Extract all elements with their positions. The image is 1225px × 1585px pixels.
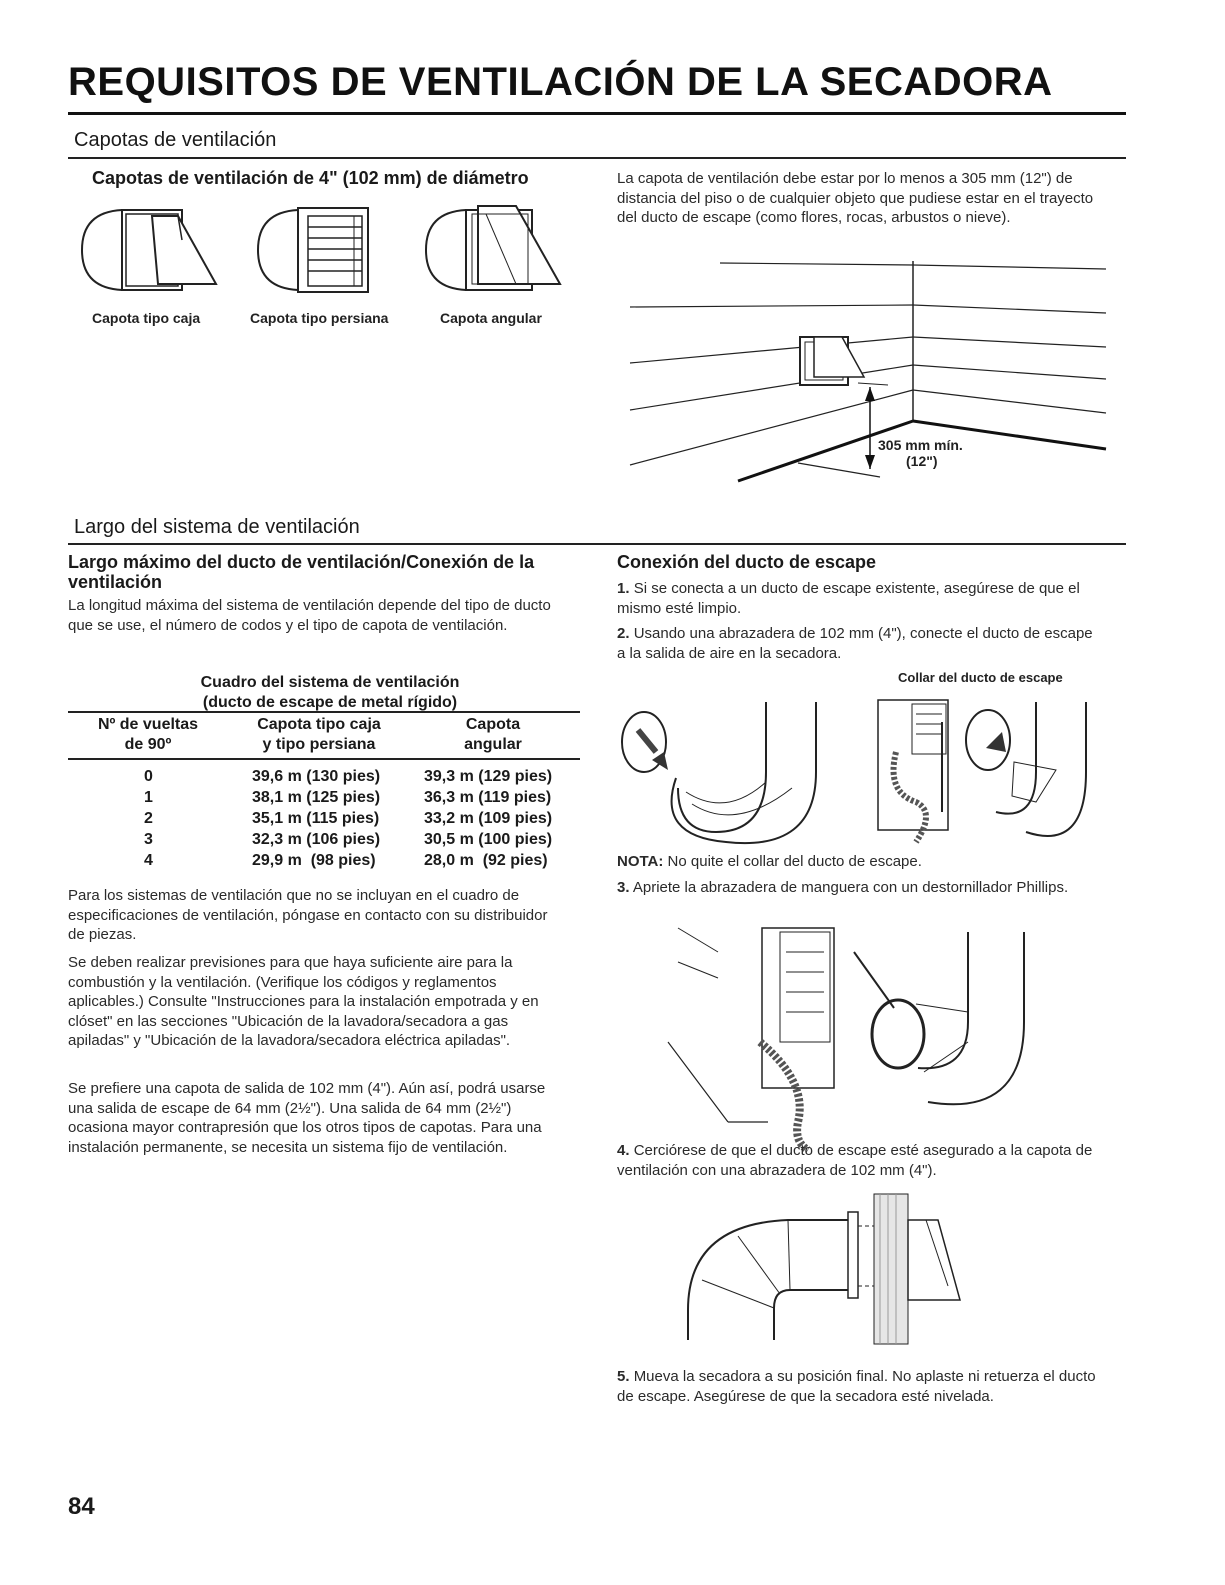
length-para-2: Se deben realizar previsiones para que haya suficiente aire para la combustión y la ventilación. (Verifique los códigos y reglamentos aplicables.) Consulte "Instrucciones para la instalación empotrada y en clóset" en las secciones "Ubicación de la lavadora/secadora a gas apiladas" y "Ubicación de la lavadora/secadora eléctrica apiladas". — [68, 954, 539, 1049]
hood-caption-box: Capota tipo caja — [92, 310, 201, 326]
table-header-turns — [78, 715, 218, 755]
table-cell-angular: 39,3 m (129 pies) — [424, 768, 553, 785]
hood-caption-angular: Capota angular — [440, 310, 542, 326]
hood-caption-louver: Capota tipo persiana — [250, 310, 389, 326]
clearance-label-mm: 305 mm mín. — [878, 437, 963, 453]
length-intro: La longitud máxima del sistema de ventilación depende del tipo de ducto que se use, el número de codos y el tipo de capota de ventilación. — [68, 597, 551, 634]
table-header-angular-line-2: angular — [464, 736, 522, 753]
step-3-text: Apriete la abrazadera de manguera con un destornillador Phillips. — [632, 879, 1069, 896]
table-header-turns-line-1: Nº de vueltas — [97, 716, 199, 733]
table-cell-box: 39,6 m (130 pies) — [252, 768, 381, 785]
angular-hood-illustration — [426, 200, 576, 300]
note-label: NOTA: — [617, 853, 664, 870]
step-2-number: 2. — [617, 625, 630, 642]
hoods-rule — [68, 157, 1126, 159]
length-heading: Largo del sistema de ventilación — [74, 516, 360, 538]
step-2 — [617, 624, 1097, 663]
table-row — [78, 850, 578, 871]
table-cell-turns: 3 — [144, 831, 153, 848]
step-1-number: 1. — [617, 580, 630, 597]
step-3-number: 3. — [617, 879, 630, 896]
table-cell-angular: 28,0 m (92 pies) — [424, 852, 548, 869]
title-rule — [68, 112, 1126, 115]
page-title: REQUISITOS DE VENTILACIÓN DE LA SECADORA — [68, 60, 1053, 104]
table-header-angular — [418, 715, 568, 755]
table-top-rule — [68, 711, 580, 713]
table-row — [78, 766, 578, 787]
collar-label: Collar del ducto de escape — [898, 670, 1063, 685]
step-4-number: 4. — [617, 1142, 630, 1159]
table-header-box-line-2: y tipo persiana — [262, 736, 376, 753]
table-cell-turns: 4 — [144, 852, 153, 869]
table-header-rule — [68, 758, 580, 760]
table-cell-turns: 2 — [144, 810, 153, 827]
table-row — [78, 829, 578, 850]
page-number: 84 — [68, 1493, 95, 1520]
table-cell-box: 35,1 m (115 pies) — [252, 810, 380, 827]
table-title-line-1: Cuadro del sistema de ventilación — [200, 674, 460, 691]
box-hood-illustration — [82, 200, 232, 300]
length-subheading: Largo máximo del ducto de ventilación/Conexión de la ventilación — [68, 552, 535, 592]
hoods-subheading: Capotas de ventilación de 4" (102 mm) de diámetro — [92, 168, 529, 188]
table-header-box-louver — [244, 715, 394, 755]
clearance-text: La capota de ventilación debe estar por lo menos a 305 mm (12") de distancia del piso o de cualquier objeto que pudiese estar en el trayecto del ducto de escape (como flores, rocas, arbustos o nieve). — [617, 170, 1094, 226]
table-body — [78, 766, 578, 871]
note-text: No quite el collar del ducto de escape. — [663, 853, 922, 870]
table-cell-turns: 0 — [144, 768, 153, 785]
table-cell-angular: 30,5 m (100 pies) — [424, 831, 553, 848]
step-4-text: Cerciórese de que el ducto de escape esté asegurado a la capota de ventilación con una abrazadera de 102 mm (4"). — [617, 1142, 1093, 1179]
step-2-text: Usando una abrazadera de 102 mm (4"), conecte el ducto de escape a la salida de aire en la secadora. — [617, 625, 1093, 662]
table-title — [80, 673, 580, 713]
table-header-box-line-1: Capota tipo caja — [257, 716, 381, 733]
table-title-line-2: (ducto de escape de metal rígido) — [202, 694, 458, 711]
hood-duct-illustration — [688, 1190, 968, 1350]
note — [617, 852, 1097, 872]
step-5-number: 5. — [617, 1368, 630, 1385]
table-cell-box: 38,1 m (125 pies) — [252, 789, 381, 806]
length-para-3: Se prefiere una capota de salida de 102 mm (4"). Aún así, podrá usarse una salida de escape de 64 mm (2½"). Una salida de 64 mm (2½") ocasiona mayor contrapresión que los otros tipos de capotas. Para una instalación permanente, se necesita un sistema fijo de ventilación. — [68, 1080, 546, 1156]
table-row — [78, 787, 578, 808]
table-cell-angular: 33,2 m (109 pies) — [424, 810, 553, 827]
table-cell-box: 29,9 m (98 pies) — [252, 852, 376, 869]
step-3 — [617, 878, 1097, 898]
length-para-1: Para los sistemas de ventilación que no se incluyan en el cuadro de especificaciones de ventilación, póngase en contacto con su distribuidor de piezas. — [68, 887, 548, 943]
step-4 — [617, 1141, 1107, 1180]
duct-connection-illustration — [616, 692, 1096, 852]
wall-clearance-illustration — [620, 255, 1110, 485]
step-5 — [617, 1367, 1097, 1406]
table-cell-angular: 36,3 m (119 pies) — [424, 789, 552, 806]
step-1 — [617, 579, 1097, 618]
connection-heading: Conexión del ducto de escape — [617, 552, 877, 572]
louver-hood-illustration — [258, 200, 388, 300]
hoods-heading: Capotas de ventilación — [74, 129, 277, 151]
length-rule — [68, 543, 1126, 545]
step-1-text: Si se conecta a un ducto de escape existente, asegúrese de que el mismo esté limpio. — [617, 580, 1080, 617]
table-row — [78, 808, 578, 829]
table-cell-turns: 1 — [144, 789, 153, 806]
clearance-label-in: (12") — [906, 453, 938, 469]
table-header-turns-line-2: de 90º — [124, 736, 172, 753]
table-cell-box: 32,3 m (106 pies) — [252, 831, 381, 848]
step-5-text: Mueva la secadora a su posición final. No aplaste ni retuerza el ducto de escape. Asegúrese de que la secadora esté nivelada. — [617, 1368, 1096, 1405]
table-header-angular-line-1: Capota — [465, 716, 521, 733]
clamp-tightening-illustration — [668, 922, 1048, 1152]
